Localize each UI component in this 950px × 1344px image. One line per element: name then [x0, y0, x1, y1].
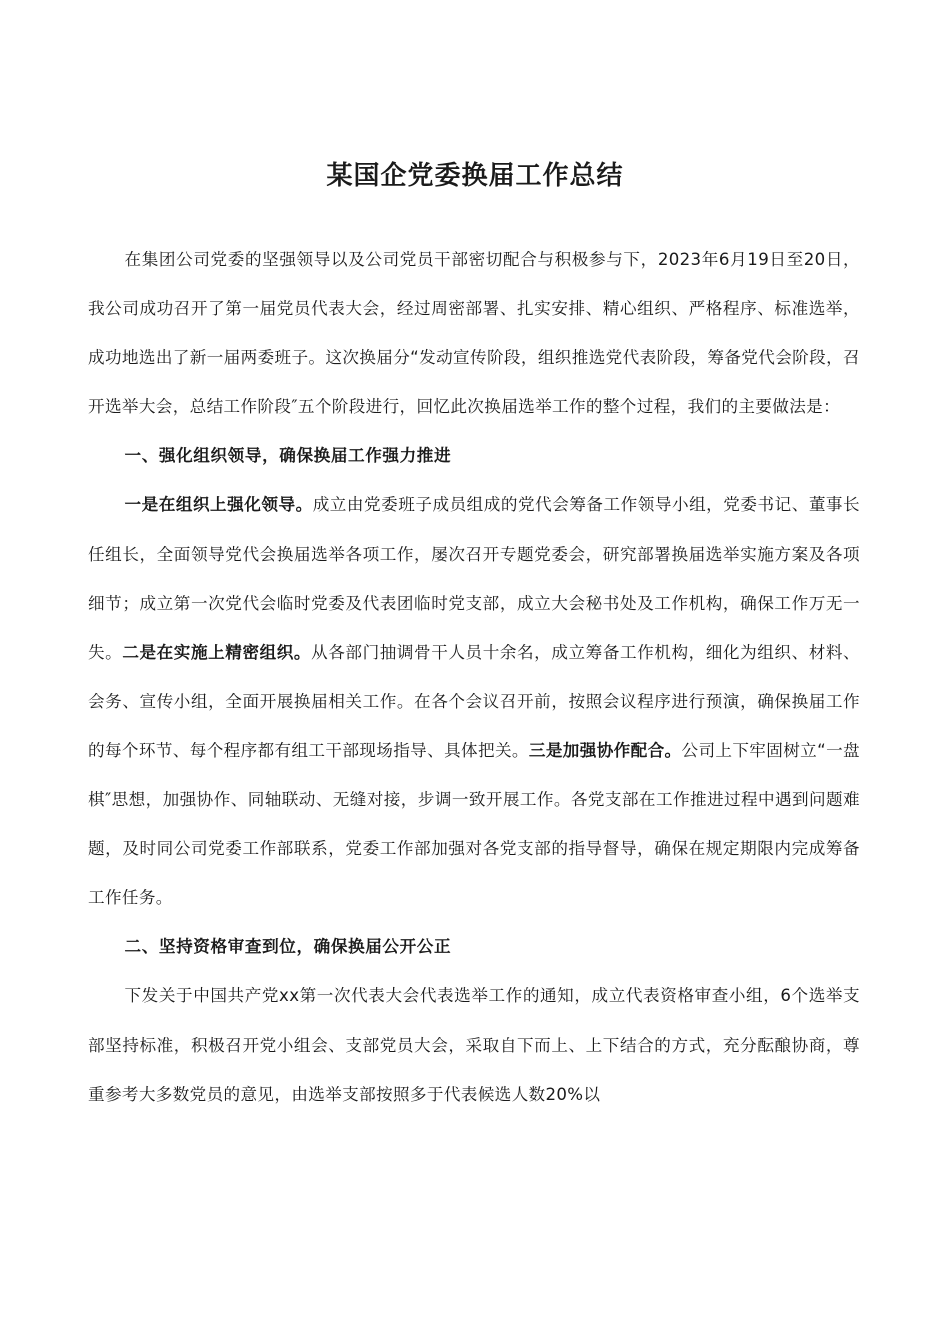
- intro-paragraph: 在集团公司党委的坚强领导以及公司党员干部密切配合与积极参与下，2023年6月19日至20日，我公司成功召开了第一届党员代表大会，经过周密部署、扎实安排、精心组织、严格程序、标准选举，成功地选出了新一届两委班子。这次换届分“发动宣传阶段，组织推选党代表阶段，筹备党代会阶段，召开选举大会，总结工作阶段″五个阶段进行，回忆此次换届选举工作的整个过程，我们的主要做法是：: [88, 250, 860, 417]
- section-2-heading: 二、坚持资格审查到位，确保换届公开公正: [124, 937, 452, 957]
- section-1-lead-2: 二是在实施上精密组织。: [122, 642, 312, 662]
- section-1-lead-1: 一是在组织上强化领导。: [124, 495, 313, 515]
- document-body: [88, 235, 860, 1119]
- section-2-paragraph: 下发关于中国共产党xx第一次代表大会代表选举工作的通知，成立代表资格审查小组，6个选举支部坚持标准，积极召开党小组会、支部党员大会，采取自下而上、上下结合的方式，充分酝酿协商，尊重参考大多数党员的意见，由选举支部按照多于代表候选人数20%以: [88, 986, 860, 1104]
- section-1-text-3: 公司上下牢固树立“一盘棋″思想，加强协作、同轴联动、无缝对接，步调一致开展工作。各党支部在工作推进过程中遇到问题难题，及时同公司党委工作部联系，党委工作部加强对各党支部的指导督导，确保在规定期限内完成筹备工作任务。: [88, 740, 860, 908]
- section-1-text-2: 从各部门抽调骨干人员十余名，成立筹备工作机构，细化为组织、材料、会务、宣传小组，全面开展换届相关工作。在各个会议召开前，按照会议程序进行预演，确保换届工作的每个环节、每个程序都有组工干部现场指导、具体把关。: [88, 642, 860, 760]
- section-1-text-1: 成立由党委班子成员组成的党代会筹备工作领导小组，党委书记、董事长任组长，全面领导党代会换届选举各项工作，屡次召开专题党委会，研究部署换届选举实施方案及各项细节；成立第一次党代会临时党委及代表团临时党支部，成立大会秘书处及工作机构，确保工作万无一失。: [88, 495, 860, 662]
- document-title: 某国企党委换届工作总结: [326, 161, 624, 191]
- section-1-heading: 一、强化组织领导，确保换届工作强力推进: [124, 446, 452, 466]
- section-1-paragraph: [88, 480, 860, 922]
- section-1-lead-3: 三是加强协作配合。: [528, 740, 682, 760]
